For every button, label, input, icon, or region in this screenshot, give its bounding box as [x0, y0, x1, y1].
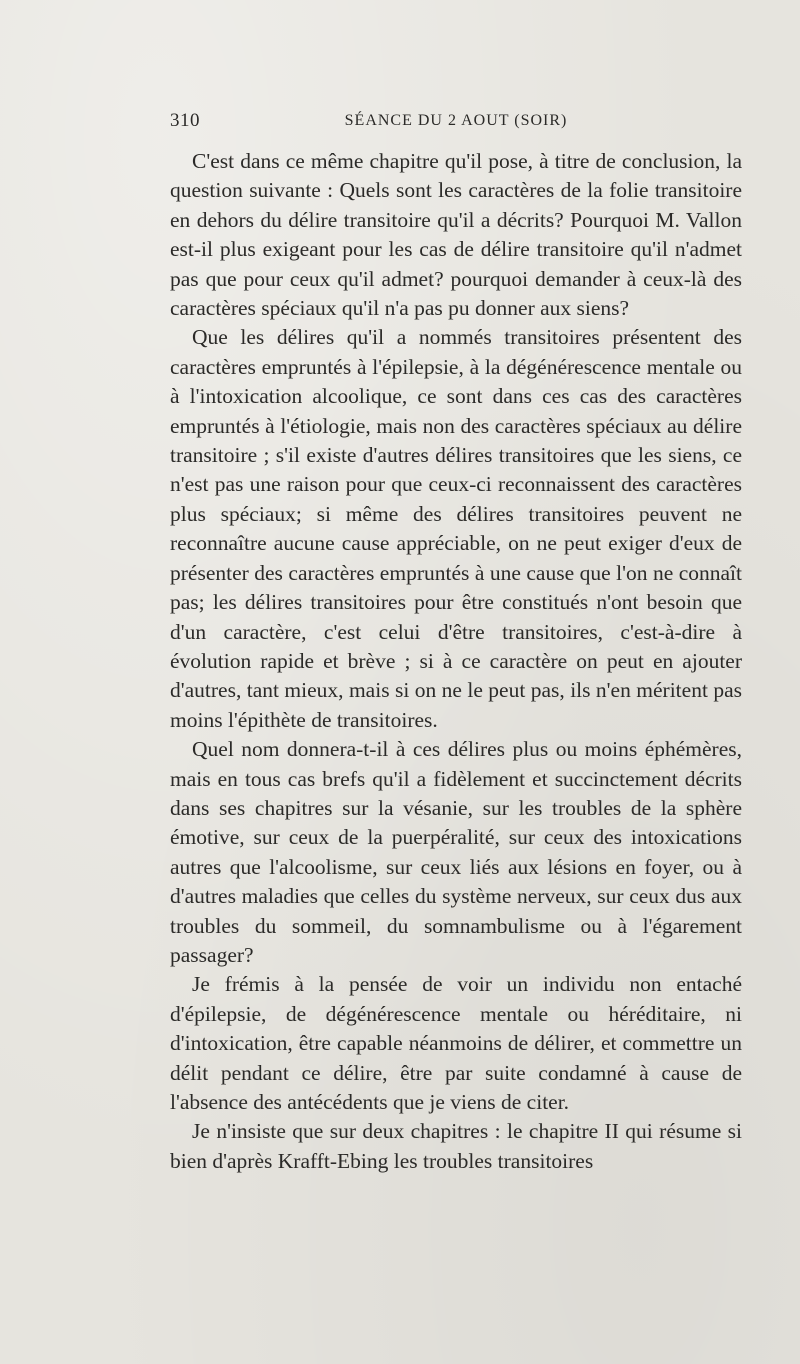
paragraph: C'est dans ce même chapitre qu'il pose, à titre de conclusion, la question suivante : Quels sont les caractères de la folie transitoire en dehors du délire transitoire qu'il a décrits? Pourquoi M. Vallon est-il plus exigeant pour les cas de délire transitoire qu'il n'admet pas que pour ceux qu'il admet? pourquoi demander à ceux-là des caractères spéciaux qu'il n'a pas pu donner aux siens? — [170, 149, 742, 321]
paragraph: Je n'insiste que sur deux chapitres : le chapitre II qui résume si bien d'après Krafft-Ebing les troubles transitoires — [170, 1119, 742, 1173]
running-title: SÉANCE DU 2 AOUT (SOIR) — [344, 112, 568, 129]
paragraph: Que les délires qu'il a nommés transitoires présentent des caractères empruntés à l'épilepsie, à la dégénérescence mentale ou à l'intoxication alcoolique, ce sont dans ces cas des caractères empruntés à l'étiologie, mais non des caractères spéciaux au délire transitoire ; s'il existe d'autres délires transitoires que les siens, ce n'est pas une raison pour que ceux-ci reconnaissent des caractères plus spéciaux; si même des délires transitoires peuvent ne reconnaître aucune cause appréciable, on ne peut exiger d'eux de présenter des caractères empruntés à une cause que l'on ne connaît pas; les délires transitoires pour être constitués n'ont besoin que d'un caractère, c'est celui d'être transitoires, c'est-à-dire à évolution rapide et brève ; si à ce caractère on peut en ajouter d'autres, tant mieux, mais si on ne le peut pas, ils n'en méritent pas moins l'épithète de transitoires. — [170, 325, 742, 732]
paragraph: Quel nom donnera-t-il à ces délires plus ou moins éphémères, mais en tous cas brefs qu'il a fidèlement et succinctement décrits dans ses chapitres sur la vésanie, sur les troubles de la sphère émotive, sur ceux de la puerpéralité, sur ceux des intoxications autres que l'alcoolisme, sur ceux liés aux lésions en foyer, ou à d'autres maladies que celles du système nerveux, sur ceux dus aux troubles du sommeil, du somnambulisme ou à l'égarement passager? — [170, 737, 742, 967]
paragraph: Je frémis à la pensée de voir un individu non entaché d'épilepsie, de dégénérescence mentale ou héréditaire, ni d'intoxication, être capable néanmoins de délirer, et commettre un délit pendant ce délire, être par suite condamné à cause de l'absence des antécédents que je viens de citer. — [170, 972, 742, 1114]
body-text — [170, 147, 742, 1176]
page-number: 310 — [170, 110, 200, 131]
page-header — [170, 110, 742, 140]
